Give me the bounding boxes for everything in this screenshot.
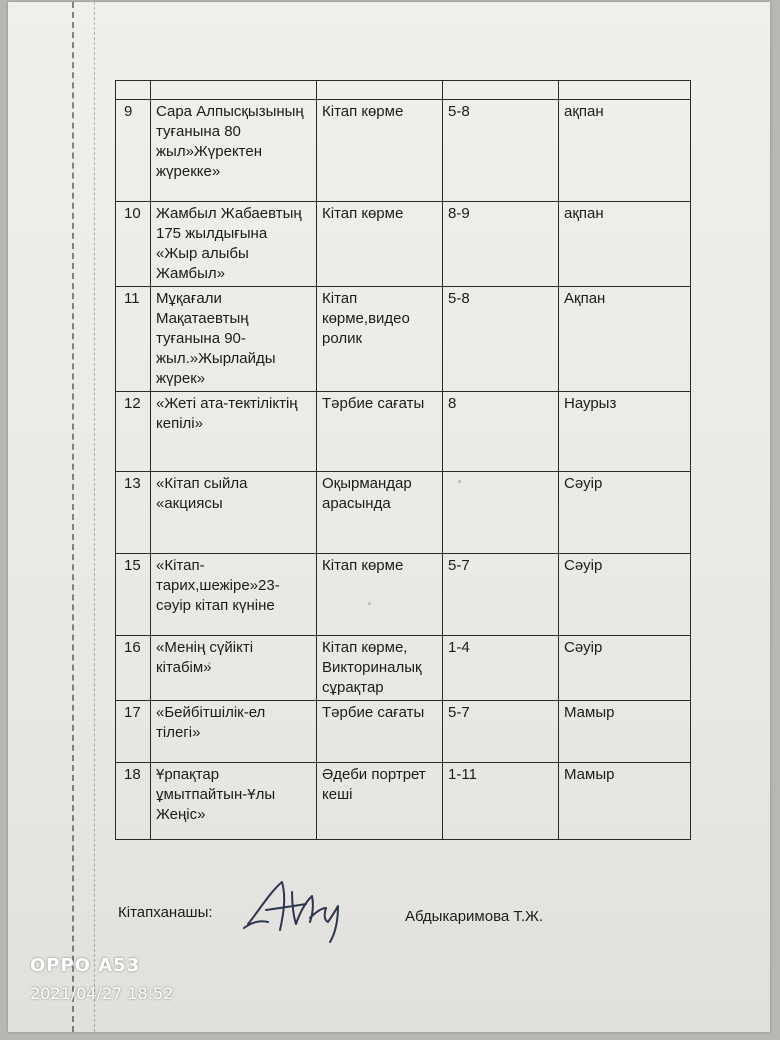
grade-cell: 5-7 bbox=[443, 701, 559, 763]
row-number-cell: 9 bbox=[116, 100, 151, 202]
row-number-cell: 16 bbox=[116, 636, 151, 701]
row-number-cell: 15 bbox=[116, 554, 151, 636]
camera-model-stamp: OPPO A53 bbox=[30, 955, 141, 976]
paper-speck bbox=[368, 602, 371, 605]
row-number-cell: 11 bbox=[116, 287, 151, 392]
table-row bbox=[116, 701, 691, 763]
row-number-cell: 10 bbox=[116, 202, 151, 287]
month-cell: ақпан bbox=[559, 202, 691, 287]
grade-cell: 1-4 bbox=[443, 636, 559, 701]
month-cell: Сәуір bbox=[559, 472, 691, 554]
grade-cell: 5-7 bbox=[443, 554, 559, 636]
event-title-cell: Ұрпақтар ұмытпайтын-Ұлы Жеңіс» bbox=[151, 763, 317, 840]
table-row bbox=[116, 472, 691, 554]
table-row bbox=[116, 636, 691, 701]
header-cell bbox=[443, 81, 559, 100]
grade-cell: 8 bbox=[443, 392, 559, 472]
grade-cell: 5-8 bbox=[443, 100, 559, 202]
event-title-cell: Жамбыл Жабаевтың 175 жылдығына «Жыр алыбы Жамбыл» bbox=[151, 202, 317, 287]
grade-cell bbox=[443, 472, 559, 554]
event-title-cell: «Жеті ата-тектіліктің кепілі» bbox=[151, 392, 317, 472]
month-cell: Мамыр bbox=[559, 763, 691, 840]
punch-hole-line-secondary bbox=[94, 2, 95, 1032]
table-row bbox=[116, 100, 691, 202]
events-table-body bbox=[116, 81, 691, 840]
event-form-cell: Кітап көрме bbox=[317, 202, 443, 287]
event-title-cell: «Менің сүйікті кітабім» bbox=[151, 636, 317, 701]
table-header-row bbox=[116, 81, 691, 100]
header-cell bbox=[116, 81, 151, 100]
paper-speck bbox=[208, 662, 211, 665]
grade-cell: 1-11 bbox=[443, 763, 559, 840]
event-form-cell: Тәрбие сағаты bbox=[317, 392, 443, 472]
event-form-cell: Кітап көрме bbox=[317, 100, 443, 202]
month-cell: Ақпан bbox=[559, 287, 691, 392]
month-cell: ақпан bbox=[559, 100, 691, 202]
month-cell: Наурыз bbox=[559, 392, 691, 472]
librarian-name: Абдыкаримова Т.Ж. bbox=[405, 908, 544, 925]
header-cell bbox=[151, 81, 317, 100]
paper-speck bbox=[248, 402, 251, 405]
month-cell: Мамыр bbox=[559, 701, 691, 763]
document-page bbox=[8, 2, 770, 1032]
table-row bbox=[116, 287, 691, 392]
table-row bbox=[116, 554, 691, 636]
row-number-cell: 18 bbox=[116, 763, 151, 840]
punch-hole-line bbox=[72, 2, 74, 1032]
camera-datetime-stamp: 2021/04/27 18:52 bbox=[30, 984, 174, 1003]
row-number-cell: 12 bbox=[116, 392, 151, 472]
row-number-cell: 17 bbox=[116, 701, 151, 763]
event-form-cell: Кітап көрме,видео ролик bbox=[317, 287, 443, 392]
event-title-cell: «Бейбітшілік-ел тілегі» bbox=[151, 701, 317, 763]
event-form-cell: Кітап көрме bbox=[317, 554, 443, 636]
month-cell: Сәуір bbox=[559, 636, 691, 701]
event-form-cell: Тәрбие сағаты bbox=[317, 701, 443, 763]
event-form-cell: Кітап көрме, Викториналық сұрақтар bbox=[317, 636, 443, 701]
event-form-cell: Оқырмандар арасында bbox=[317, 472, 443, 554]
grade-cell: 5-8 bbox=[443, 287, 559, 392]
event-title-cell: «Кітап-тарих,шежіре»23-сәуір кітап күніне bbox=[151, 554, 317, 636]
events-table bbox=[115, 80, 691, 840]
table-row bbox=[116, 392, 691, 472]
event-title-cell: Сара Алпысқызының туғанына 80 жыл»Жүректен жүрекке» bbox=[151, 100, 317, 202]
header-cell bbox=[317, 81, 443, 100]
paper-speck bbox=[458, 480, 461, 483]
event-title-cell: «Кітап сыйла «акциясы bbox=[151, 472, 317, 554]
event-form-cell: Әдеби портрет кеші bbox=[317, 763, 443, 840]
header-cell bbox=[559, 81, 691, 100]
row-number-cell: 13 bbox=[116, 472, 151, 554]
table-row bbox=[116, 763, 691, 840]
table-row bbox=[116, 202, 691, 287]
month-cell: Сәуір bbox=[559, 554, 691, 636]
event-title-cell: Мұқағали Мақатаевтың туғанына 90-жыл.»Жырлайды жүрек» bbox=[151, 287, 317, 392]
signature-image bbox=[240, 872, 360, 947]
grade-cell: 8-9 bbox=[443, 202, 559, 287]
librarian-label: Кітапханашы: bbox=[118, 904, 213, 921]
